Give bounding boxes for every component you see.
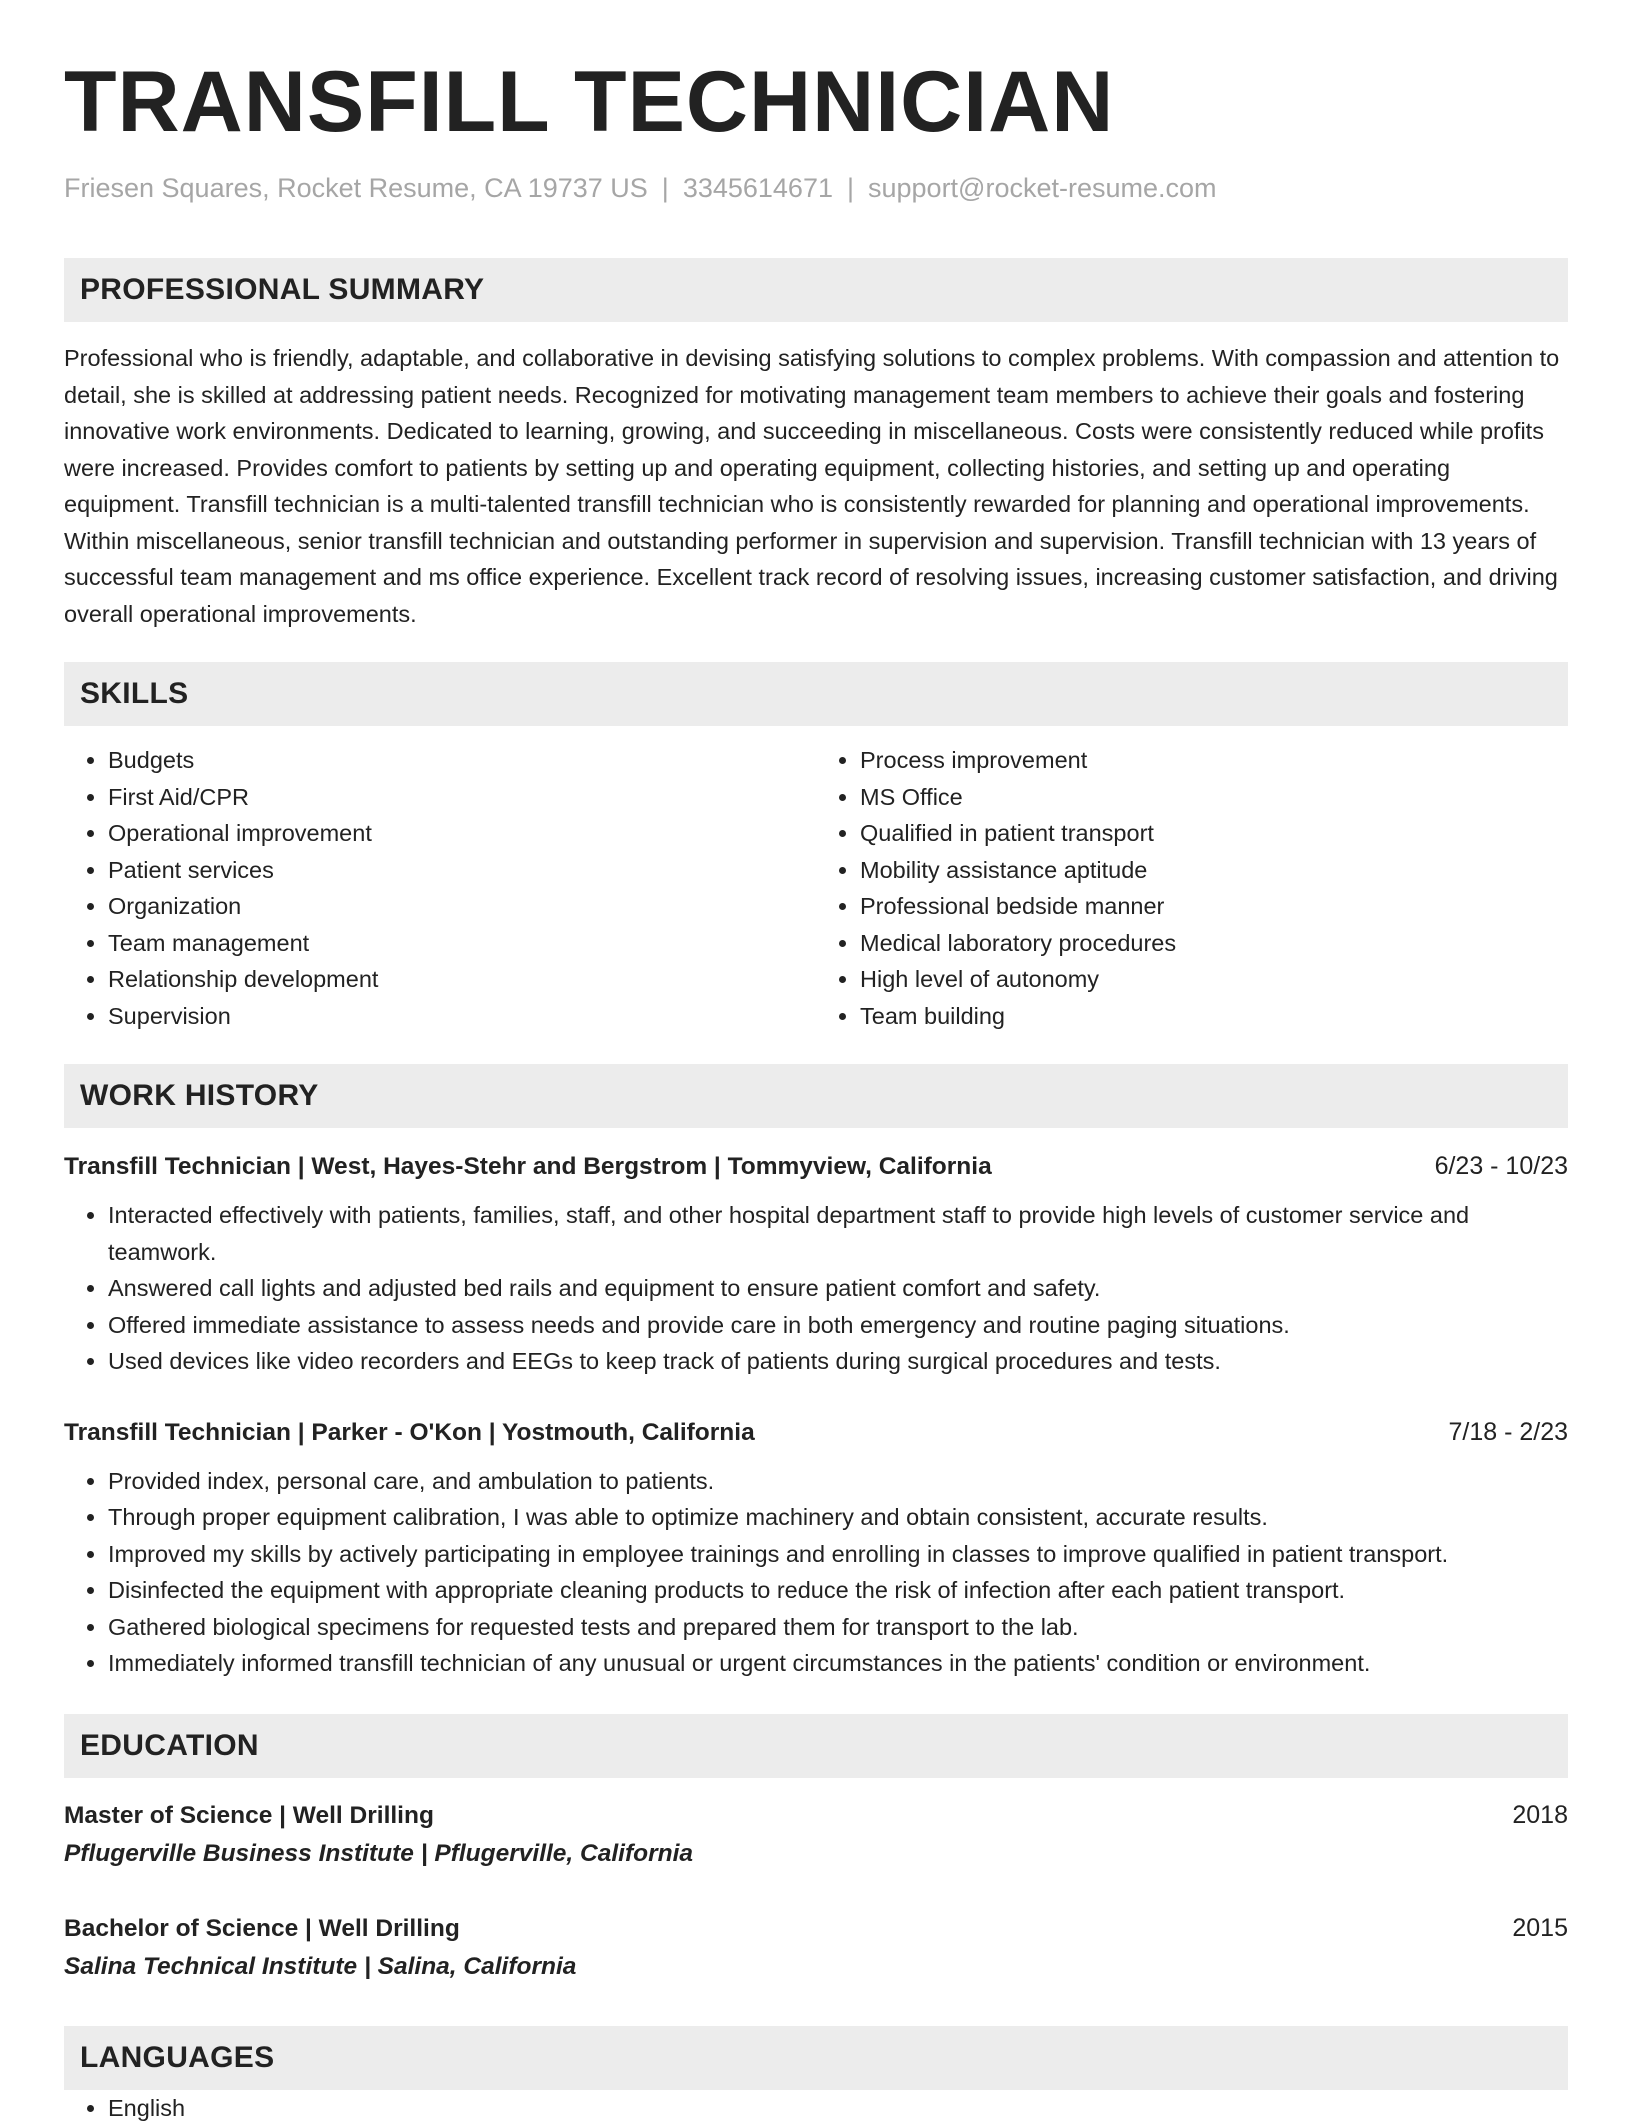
education-year: 2018 (1512, 1796, 1568, 1834)
job-bullet: • Improved my skills by actively participating in employee trainings and enrolling in classes to improve qualified in patient transport. (108, 1536, 1568, 1573)
skill-item: • Process improvement (860, 742, 1568, 779)
candidate-name: TRANSFILL TECHNICIAN (64, 52, 1568, 152)
skill-item: • Medical laboratory procedures (860, 925, 1568, 962)
contact-email: support@rocket-resume.com (868, 173, 1217, 203)
job-bullets (64, 1463, 1568, 1682)
job-heading: Transfill Technician | Parker - O'Kon | Yostmouth, California (64, 1415, 755, 1451)
skill-item: • Team management (108, 925, 816, 962)
skill-item: • Organization (108, 888, 816, 925)
education-entry (64, 1909, 1568, 1986)
education-year: 2015 (1512, 1909, 1568, 1947)
skill-item: • Budgets (108, 742, 816, 779)
summary-text: Professional who is friendly, adaptable, and collaborative in devising satisfying solutions to complex problems. With compassion and attention to detail, she is skilled at addressing patient needs. Recognized for motivating management team members to achieve their goals and fostering innovative work environments. Dedicated to learning, growing, and succeeding in miscellaneous. Costs were consistently reduced while profits were increased. Provides comfort to patients by setting up and operating equipment, collecting histories, and setting up and operating equipment. Transfill technician is a multi-talented transfill technician who is consistently rewarded for planning and operational improvements. Within miscellaneous, senior transfill technician and outstanding performer in supervision and supervision. Transfill technician with 13 years of successful team management and ms office experience. Excellent track record of resolving issues, increasing customer satisfaction, and driving overall operational improvements. (64, 340, 1568, 632)
job-bullet: • Disinfected the equipment with appropriate cleaning products to reduce the risk of infection after each patient transport. (108, 1572, 1568, 1609)
education-entry (64, 1796, 1568, 1873)
job-bullet: • Provided index, personal care, and ambulation to patients. (108, 1463, 1568, 1500)
job-bullets (64, 1197, 1568, 1380)
skills-column-right (816, 742, 1568, 1034)
skill-item: • First Aid/CPR (108, 779, 816, 816)
education-section-title: EDUCATION (64, 1714, 1568, 1778)
education-header (64, 1909, 1568, 1948)
languages-section-title: LANGUAGES (64, 2026, 1568, 2090)
languages-list (64, 2090, 1568, 2126)
job-bullet: • Immediately informed transfill technician of any unusual or urgent circumstances in the patients' condition or environment. (108, 1645, 1568, 1682)
skills-column-left (64, 742, 816, 1034)
skills-section-title: SKILLS (64, 662, 1568, 726)
contact-phone: 3345614671 (683, 173, 833, 203)
skill-item: • Relationship development (108, 961, 816, 998)
job-entry (64, 1148, 1568, 1380)
job-bullet: • Offered immediate assistance to assess needs and provide care in both emergency and routine paging situations. (108, 1307, 1568, 1344)
skill-item: • Professional bedside manner (860, 888, 1568, 925)
skill-item: • Operational improvement (108, 815, 816, 852)
contact-line (64, 170, 1568, 206)
skill-item: • High level of autonomy (860, 961, 1568, 998)
summary-section-title: PROFESSIONAL SUMMARY (64, 258, 1568, 322)
skill-item: • Team building (860, 998, 1568, 1035)
education-degree: Bachelor of Science | Well Drilling (64, 1910, 460, 1948)
work-history-section-title: WORK HISTORY (64, 1064, 1568, 1128)
job-header (64, 1414, 1568, 1451)
job-bullet: • Through proper equipment calibration, I was able to optimize machinery and obtain consistent, accurate results. (108, 1499, 1568, 1536)
education-school: Pflugerville Business Institute | Pflugerville, California (64, 1835, 1568, 1873)
job-bullet: • Interacted effectively with patients, families, staff, and other hospital department staff to provide high levels of customer service and teamwork. (108, 1197, 1568, 1270)
education-school: Salina Technical Institute | Salina, California (64, 1948, 1568, 1986)
contact-address: Friesen Squares, Rocket Resume, CA 19737 US (64, 173, 648, 203)
language-item: • English (108, 2090, 1568, 2126)
skill-item: • Mobility assistance aptitude (860, 852, 1568, 889)
job-bullet: • Gathered biological specimens for requested tests and prepared them for transport to the lab. (108, 1609, 1568, 1646)
skills-grid (64, 742, 1568, 1034)
skill-item: • Patient services (108, 852, 816, 889)
skill-item: • Qualified in patient transport (860, 815, 1568, 852)
education-degree: Master of Science | Well Drilling (64, 1797, 434, 1835)
skill-item: • MS Office (860, 779, 1568, 816)
job-bullet: • Answered call lights and adjusted bed rails and equipment to ensure patient comfort and safety. (108, 1270, 1568, 1307)
job-dates: 6/23 - 10/23 (1435, 1148, 1568, 1184)
skill-item: • Supervision (108, 998, 816, 1035)
job-header (64, 1148, 1568, 1185)
contact-separator: | (847, 173, 854, 203)
contact-separator: | (662, 173, 669, 203)
education-header (64, 1796, 1568, 1835)
job-entry (64, 1414, 1568, 1682)
job-bullet: • Used devices like video recorders and EEGs to keep track of patients during surgical procedures and tests. (108, 1343, 1568, 1380)
job-heading: Transfill Technician | West, Hayes-Stehr and Bergstrom | Tommyview, California (64, 1149, 992, 1185)
job-dates: 7/18 - 2/23 (1448, 1414, 1568, 1450)
